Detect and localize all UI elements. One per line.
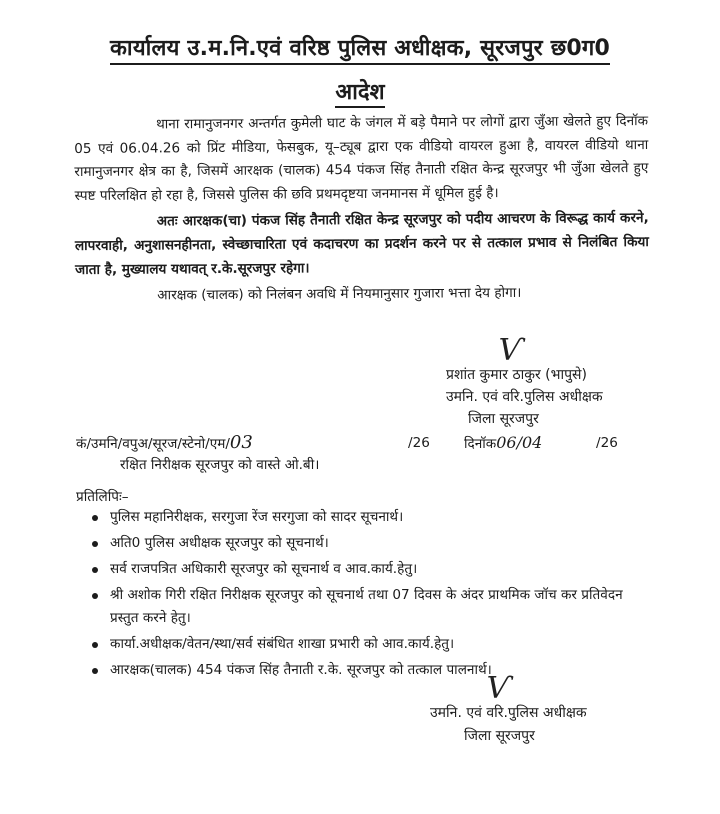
copy-to-heading: प्रतिलिपिः– [76,489,129,505]
list-item: सर्व राजपत्रित अधिकारी सूरजपुर को सूचनार्थ व आव.कार्य.हेतु। [88,558,648,581]
handwritten-signature: Ѵ [486,671,512,706]
reference-year: /26 [408,435,430,451]
signature-block-bottom [430,671,660,748]
signatory-district: जिला सूरजपुर [468,411,539,427]
list-item: श्री अशोक गिरी रक्षित निरीक्षक सूरजपुर को सूचनार्थ तथा 07 दिवस के अंदर प्राथमिक जॉच कर प्रतिवेदन प्रस्तुत करने हेतु। [88,584,648,630]
order-title: आदेश [335,80,384,108]
reference-date [464,432,542,455]
signatory-designation: उमनि. एवं वरि.पुलिस अधीक्षक [446,389,603,405]
reference-number-handwritten: 03 [229,432,253,453]
list-item: पुलिस महानिरीक्षक, सरगुजा रेंज सरगुजा को सादर सूचनार्थ। [88,506,648,529]
reference-block [76,432,656,476]
handwritten-signature: Ѵ [498,333,524,368]
order-body [74,110,649,312]
body-paragraph: आरक्षक (चालक) को निलंबन अवधि में नियमानुसार गुजारा भत्ता देय होगा। [157,285,522,304]
list-item: आरक्षक(चालक) 454 पंकज सिंह तैनाती र.के. सूरजपुर को तत्काल पालनार्थ। [88,659,648,682]
signatory-district: जिला सूरजपुर [464,728,535,744]
order-heading [0,76,720,106]
reference-recipient: रक्षित निरीक्षक सूरजपुर को वास्ते ओ.बी। [120,457,320,473]
list-item: कार्या.अधीक्षक/वेतन/स्था/सर्व संबंधित शाखा प्रभारी को आव.कार्य.हेतु। [88,633,648,656]
signatory-designation: उमनि. एवं वरि.पुलिस अधीक्षक [430,705,587,721]
signatory-name: प्रशांत कुमार ठाकुर (भापुसे) [446,367,587,383]
signature-block-top [446,333,646,430]
reference-number-prefix: कं/उमनि/वपुअ/सूरज/स्टेनो/एम/ [76,436,230,452]
body-paragraph: अतः आरक्षक(चा) पंकज सिंह तैनाती रक्षित केन्द्र सूरजपुर को पदीय आचरण के विरूद्ध कार्य करने, लापरवाही, अनुशासनहीनता, स्वेच्छाचारिता एवं कदाचरण का प्रदर्शन करने पर से तत्काल प्रभाव से निलंबित किया जाता है, मुख्यालय यथावत् र.के.सूरजपुर रहेगा। [74,210,649,278]
office-header [0,32,720,62]
list-item: अति0 पुलिस अधीक्षक सूरजपुर को सूचनार्थ। [88,532,648,555]
date-handwritten: 06/04 [496,433,543,452]
date-year: /26 [596,435,618,451]
date-label: दिनॉक [464,436,497,452]
office-title: कार्यालय उ.म.नि.एवं वरिष्ठ पुलिस अधीक्षक, सूरजपुर छ0ग0 [110,36,610,65]
body-paragraph: थाना रामानुजनगर अन्तर्गत कुमेली घाट के जंगल में बड़े पैमाने पर लोगों द्वारा जुँआ खेलते हुए दिनॉक 05 एवं 06.04.26 को प्रिंट मीडिया, फेसबुक, यू–ट्यूब द्वारा एक वीडियो वायरल हुआ है, वायरल वीडियो थाना रामानुजनगर क्षेत्र का है, जिसमें आरक्षक (चालक) 454 पंकज सिंह तैनाती रक्षित केन्द्र सूरजपुर भी जुँआ खेलते हुए स्पष्ट परिलक्षित हो रहा है, जिससे पुलिस की छवि प्रथमदृष्टया जनमानस में धूमिल हुई है। [74,112,649,204]
copy-to-list [88,506,648,685]
